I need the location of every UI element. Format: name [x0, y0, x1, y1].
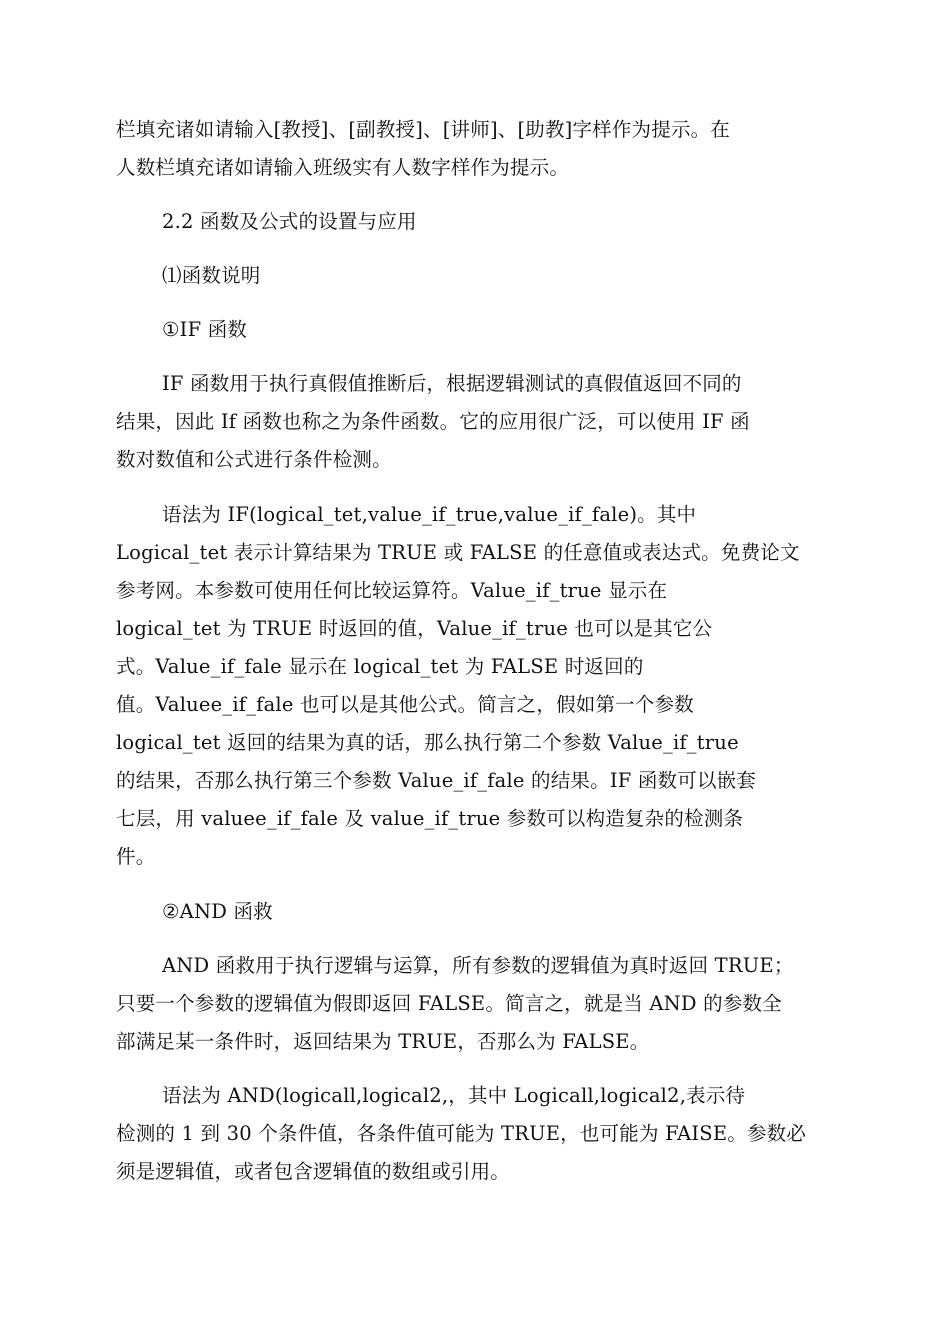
text-line: 只要一个参数的逻辑值为假即返回 FALSE。简言之，就是当 AND 的参数全 [116, 992, 782, 1015]
text-line: 七层，用 valuee_if_fale 及 value_if_true 参数可以构造复杂的检测条 [116, 807, 744, 830]
text-line: 语法为 IF(logical_tet,value_if_true,value_if_fale)。其中 [162, 503, 697, 526]
text-line: 部满足某一条件时，返回结果为 TRUE，否那么为 FALSE。 [116, 1030, 650, 1053]
text-line: 的结果，否那么执行第三个参数 Value_if_fale 的结果。IF 函数可以嵌套 [116, 769, 757, 792]
text-line: 参考网。本参数可使用任何比较运算符。Value_if_true 显示在 [116, 579, 668, 602]
text-line: 检测的 1 到 30 个条件值，各条件值可能为 TRUE，也可能为 FAISE。参数必 [116, 1122, 807, 1145]
text-line: 人数栏填充诸如请输入班级实有人数字样作为提示。 [116, 156, 570, 179]
text-line: 结果，因此 If 函数也称之为条件函数。它的应用很广泛，可以使用 IF 函 [116, 410, 750, 433]
text-line: AND 函救用于执行逻辑与运算，所有参数的逻辑值为真时返回 TRUE； [162, 954, 794, 977]
subsection-heading: ⑴函数说明 [162, 264, 261, 287]
text-line: 式。Value_if_fale 显示在 logical_tet 为 FALSE 时返回的 [116, 655, 644, 678]
text-line: 语法为 AND(logicall,logical2,，其中 Logicall,logical2,表示待 [162, 1084, 746, 1107]
subsection-heading: ②AND 函救 [162, 900, 273, 923]
text-line: IF 函数用于执行真假值推断后，根据逻辑测试的真假值返回不同的 [162, 372, 742, 395]
text-line: 须是逻辑值，或者包含逻辑值的数组或引用。 [116, 1160, 511, 1183]
text-line: Logical_tet 表示计算结果为 TRUE 或 FALSE 的任意值或表达式。免费论文 [116, 541, 800, 564]
subsection-heading: ①IF 函数 [162, 318, 248, 341]
text-line: logical_tet 返回的结果为真的话，那么执行第二个参数 Value_if_true [116, 731, 739, 754]
text-line: 栏填充诸如请输入[教授]、[副教授]、[讲师]、[助教]字样作为提示。在 [116, 118, 731, 141]
section-heading: 2.2 函数及公式的设置与应用 [162, 210, 417, 233]
text-line: 件。 [116, 845, 156, 868]
text-line: 数对数值和公式进行条件检测。 [116, 448, 392, 471]
text-line: logical_tet 为 TRUE 时返回的值，Value_if_true 也可以是其它公 [116, 617, 713, 640]
text-line: 值。Valuee_if_fale 也可以是其他公式。简言之，假如第一个参数 [116, 693, 694, 716]
